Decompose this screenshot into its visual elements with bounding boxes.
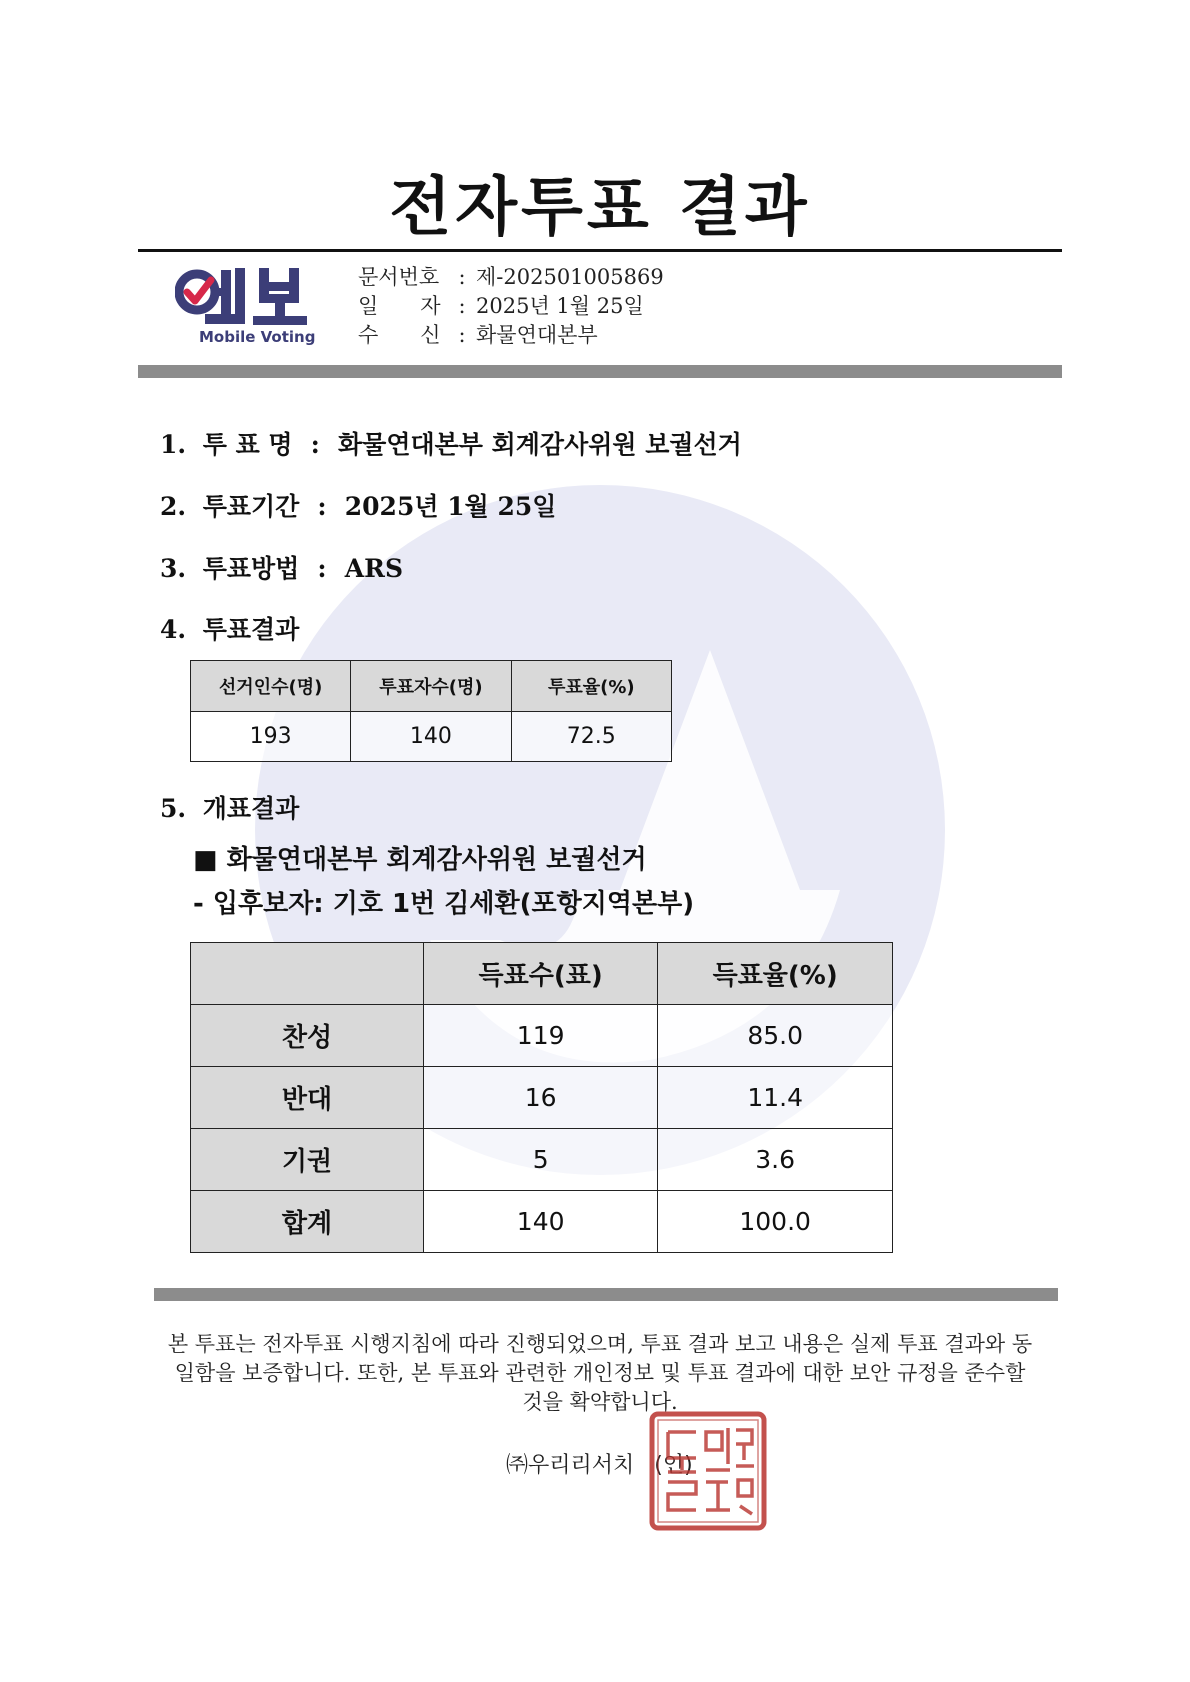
- section-label: 투표결과: [202, 615, 300, 644]
- header-votes: 득표수(표): [424, 943, 658, 1005]
- section-vote-result: [160, 613, 299, 647]
- meta-colon: :: [458, 294, 466, 318]
- footer-divider-bar: [154, 1288, 1058, 1301]
- document-title: 전자투표 결과: [389, 170, 811, 245]
- turnout-rate-value: 72.5: [511, 712, 671, 762]
- table-row: [191, 1005, 893, 1067]
- section-number: 3.: [160, 554, 187, 583]
- section-number: 5.: [160, 794, 187, 823]
- section-colon: :: [317, 492, 327, 521]
- section-number: 4.: [160, 615, 187, 644]
- row-label-total: 합계: [191, 1191, 424, 1253]
- table-row: [191, 1191, 893, 1253]
- section-colon: :: [317, 554, 327, 583]
- rate-cell: 85.0: [658, 1005, 893, 1067]
- section-number: 1.: [160, 430, 187, 459]
- meta-doc-number: [358, 263, 664, 292]
- candidate-line: - 입후보자: 기호 1번 김세환(포항지역본부): [193, 889, 695, 919]
- section-value: ARS: [344, 554, 403, 583]
- table-header-row: [191, 661, 672, 712]
- section-colon: :: [310, 430, 320, 459]
- turnout-table: [190, 660, 672, 762]
- section-count-result: [160, 792, 299, 826]
- meta-label: 수 신: [358, 323, 441, 347]
- section-vote-name: [160, 428, 742, 462]
- table-row: [191, 712, 672, 762]
- votes-cell: 140: [424, 1191, 658, 1253]
- meta-recipient: [358, 321, 664, 350]
- header-vote-rate: 득표율(%): [658, 943, 893, 1005]
- seal-label: (인): [654, 1453, 693, 1478]
- meta-label: 일 자: [358, 294, 441, 318]
- logo: [175, 262, 315, 352]
- mbo-logo-icon: [175, 262, 315, 328]
- votes-cell: 119: [424, 1005, 658, 1067]
- voters-value: 140: [351, 712, 511, 762]
- section-value: 화물연대본부 회계감사위원 보궐선거: [338, 430, 742, 459]
- meta-value: 화물연대본부: [476, 323, 598, 347]
- company-seal-icon: [648, 1410, 768, 1532]
- meta-colon: :: [458, 265, 466, 289]
- header-corner: [191, 943, 424, 1005]
- table-header-row: [191, 943, 893, 1005]
- meta-value: 2025년 1월 25일: [476, 294, 644, 318]
- section-label: 투표방법: [202, 554, 300, 583]
- logo-subtitle: Mobile Voting: [199, 328, 316, 346]
- votes-cell: 16: [424, 1067, 658, 1129]
- meta-value: 제-202501005869: [476, 265, 664, 289]
- row-label-oppose: 반대: [191, 1067, 424, 1129]
- row-label-abstain: 기권: [191, 1129, 424, 1191]
- document-meta: [358, 263, 664, 350]
- title-divider: [138, 249, 1062, 252]
- table-row: [191, 1067, 893, 1129]
- meta-colon: :: [458, 323, 466, 347]
- row-label-approve: 찬성: [191, 1005, 424, 1067]
- election-heading: ■ 화물연대본부 회계감사위원 보궐선거: [193, 845, 647, 875]
- section-label: 투표기간: [202, 492, 300, 521]
- section-vote-method: [160, 552, 403, 586]
- table-row: [191, 1129, 893, 1191]
- votes-cell: 5: [424, 1129, 658, 1191]
- meta-date: [358, 292, 664, 321]
- rate-cell: 3.6: [658, 1129, 893, 1191]
- section-label: 투 표 명: [202, 430, 293, 459]
- section-value: 2025년 1월 25일: [344, 492, 557, 521]
- header-eligible-voters: 선거인수(명): [191, 661, 351, 712]
- footer-statement: 본 투표는 전자투표 시행지침에 따라 진행되었으며, 투표 결과 보고 내용은 실제 투표 결과와 동일함을 보증합니다. 또한, 본 투표와 관련한 개인정보 및 투표 결과에 대한 보안 규정을 준수할 것을 확약합니다.: [167, 1332, 1033, 1414]
- section-number: 2.: [160, 492, 187, 521]
- header-turnout-rate: 투표율(%): [511, 661, 671, 712]
- section-label: 개표결과: [202, 794, 300, 823]
- section-vote-period: [160, 490, 556, 524]
- company-name: ㈜우리리서치: [506, 1453, 635, 1478]
- header-voters: 투표자수(명): [351, 661, 511, 712]
- rate-cell: 11.4: [658, 1067, 893, 1129]
- eligible-voters-value: 193: [191, 712, 351, 762]
- header-divider-bar: [138, 365, 1062, 378]
- meta-label: 문서번호: [358, 265, 440, 289]
- rate-cell: 100.0: [658, 1191, 893, 1253]
- results-table: [190, 942, 893, 1253]
